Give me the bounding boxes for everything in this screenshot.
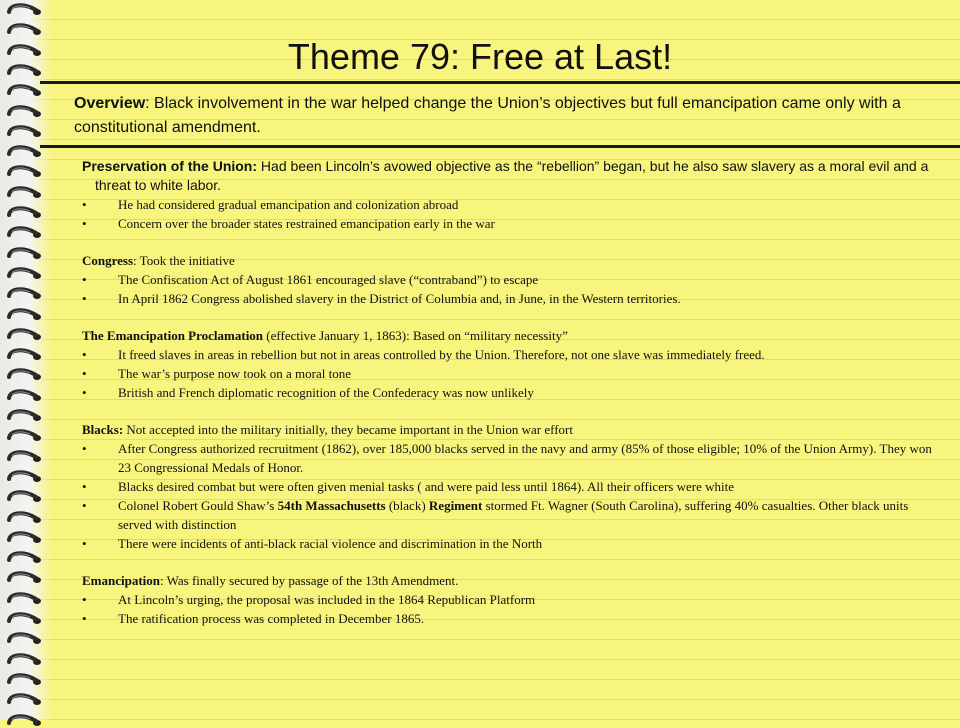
spiral-coil-icon [6, 328, 46, 342]
bullet-text: There were incidents of anti-black racial violence and discrimination in the North [118, 536, 543, 551]
spiral-coil-icon [6, 490, 46, 504]
section [82, 571, 942, 628]
bullet-list [82, 195, 942, 233]
section-heading [82, 157, 942, 195]
bullet-text: After Congress authorized recruitment (1862), over 185,000 blacks served in the navy and army (85% of those eligible; 10% of the Union Army). They won 23 Congressional Medals of Honor. [118, 441, 932, 475]
list-item [82, 477, 942, 496]
section [82, 326, 942, 402]
spiral-coil-icon [6, 125, 46, 139]
list-item [82, 289, 942, 308]
list-item [82, 383, 942, 402]
bullet-text: The Confiscation Act of August 1861 encouraged slave (“contraband”) to escape [118, 272, 539, 287]
spiral-coil-icon [6, 693, 46, 707]
section [82, 157, 942, 233]
section-heading [82, 251, 942, 270]
section-heading [82, 326, 942, 345]
spiral-coil-icon [6, 84, 46, 98]
spiral-coil-icon [6, 368, 46, 382]
overview-divider [40, 145, 960, 148]
section-heading-text: : Took the initiative [133, 253, 235, 268]
spiral-coil-icon [6, 470, 46, 484]
bullet-text: Concern over the broader states restrained emancipation early in the war [118, 216, 495, 231]
section-heading-label: Preservation of the Union: [82, 158, 258, 174]
spiral-coil-icon [6, 592, 46, 606]
spiral-coil-icon [6, 267, 46, 281]
spiral-coil-icon [6, 653, 46, 667]
spiral-coil-icon [6, 409, 46, 423]
section-heading-text: : Was finally secured by passage of the 13th Amendment. [160, 573, 459, 588]
section-heading [82, 420, 942, 439]
spiral-binding [0, 0, 52, 720]
list-item [82, 534, 942, 553]
spiral-coil-icon [6, 308, 46, 322]
spiral-coil-icon [6, 429, 46, 443]
spiral-coil-icon [6, 348, 46, 362]
list-item [82, 364, 942, 383]
section-heading-label: The Emancipation Proclamation [82, 328, 264, 343]
bullet-text: In April 1862 Congress abolished slavery in the District of Columbia and, in June, in the Western territories. [118, 291, 681, 306]
spiral-coil-icon [6, 389, 46, 403]
bullet-text: He had considered gradual emancipation and colonization abroad [118, 197, 459, 212]
spiral-coil-icon [6, 673, 46, 687]
section-heading-text: Not accepted into the military initially, they became important in the Union war effort [123, 422, 573, 437]
spiral-coil-icon [6, 551, 46, 565]
list-item [82, 609, 942, 628]
spiral-coil-icon [6, 3, 46, 17]
section-heading [82, 571, 942, 590]
overview-label: Overview [74, 95, 146, 112]
list-item [82, 195, 942, 214]
spiral-coil-icon [6, 105, 46, 119]
bullet-text: Blacks desired combat but were often given menial tasks ( and were paid less until 1864). All their officers were white [118, 479, 734, 494]
slide-body [82, 157, 942, 628]
spiral-coil-icon [6, 186, 46, 200]
bullet-list [82, 345, 942, 402]
section-heading-text: (effective January 1, 1863): Based on “military necessity” [263, 328, 568, 343]
bullet-text: At Lincoln’s urging, the proposal was included in the 1864 Republican Platform [118, 592, 536, 607]
spiral-coil-icon [6, 632, 46, 646]
bullet-text: It freed slaves in areas in rebellion but not in areas controlled by the Union. Therefore, not one slave was immediately freed. [118, 347, 765, 362]
bullet-text: The ratification process was completed in December 1865. [118, 611, 425, 626]
section-heading-text: Had been Lincoln’s avowed objective as the “rebellion” began, but he also saw slavery as a moral evil and a threat to white labor. [95, 158, 929, 193]
spiral-coil-icon [6, 206, 46, 220]
spiral-coil-icon [6, 165, 46, 179]
overview-paragraph [74, 92, 950, 140]
spiral-coil-icon [6, 531, 46, 545]
spiral-coil-icon [6, 511, 46, 525]
spiral-coil-icon [6, 714, 46, 728]
slide-title: Theme 79: Free at Last! [287, 36, 673, 77]
spiral-coil-icon [6, 612, 46, 626]
overview-text: : Black involvement in the war helped change the Union’s objectives but full emancipation came only with a constitutional amendment. [74, 95, 901, 136]
list-item [82, 214, 942, 233]
bullet-list [82, 270, 942, 308]
bullet-list [82, 439, 942, 553]
spiral-coil-icon [6, 226, 46, 240]
section [82, 251, 942, 308]
section [82, 420, 942, 553]
spiral-coil-icon [6, 450, 46, 464]
list-item [82, 270, 942, 289]
section-heading-label: Blacks: [82, 422, 124, 437]
list-item [82, 345, 942, 364]
bullet-text: The war’s purpose now took on a moral tone [118, 366, 351, 381]
bold-text: Regiment [428, 498, 483, 513]
spiral-coil-icon [6, 571, 46, 585]
section-heading-label: Emancipation [82, 573, 161, 588]
bullet-text: (black) [385, 498, 429, 513]
spiral-coil-icon [6, 247, 46, 261]
spiral-coil-icon [6, 287, 46, 301]
list-item [82, 496, 942, 534]
section-heading-label: Congress [82, 253, 134, 268]
list-item [82, 590, 942, 609]
title-divider [40, 81, 960, 84]
list-item [82, 439, 942, 477]
bullet-list [82, 590, 942, 628]
bullet-text: Colonel Robert Gould Shaw’s [118, 498, 278, 513]
bold-text: 54th Massachusetts [277, 498, 386, 513]
bullet-text: British and French diplomatic recognition of the Confederacy was now unlikely [118, 385, 534, 400]
bullet-text: stormed Ft. Wagner (South Carolina), suffering 40% casualties. Other black units served with distinction [118, 498, 909, 532]
